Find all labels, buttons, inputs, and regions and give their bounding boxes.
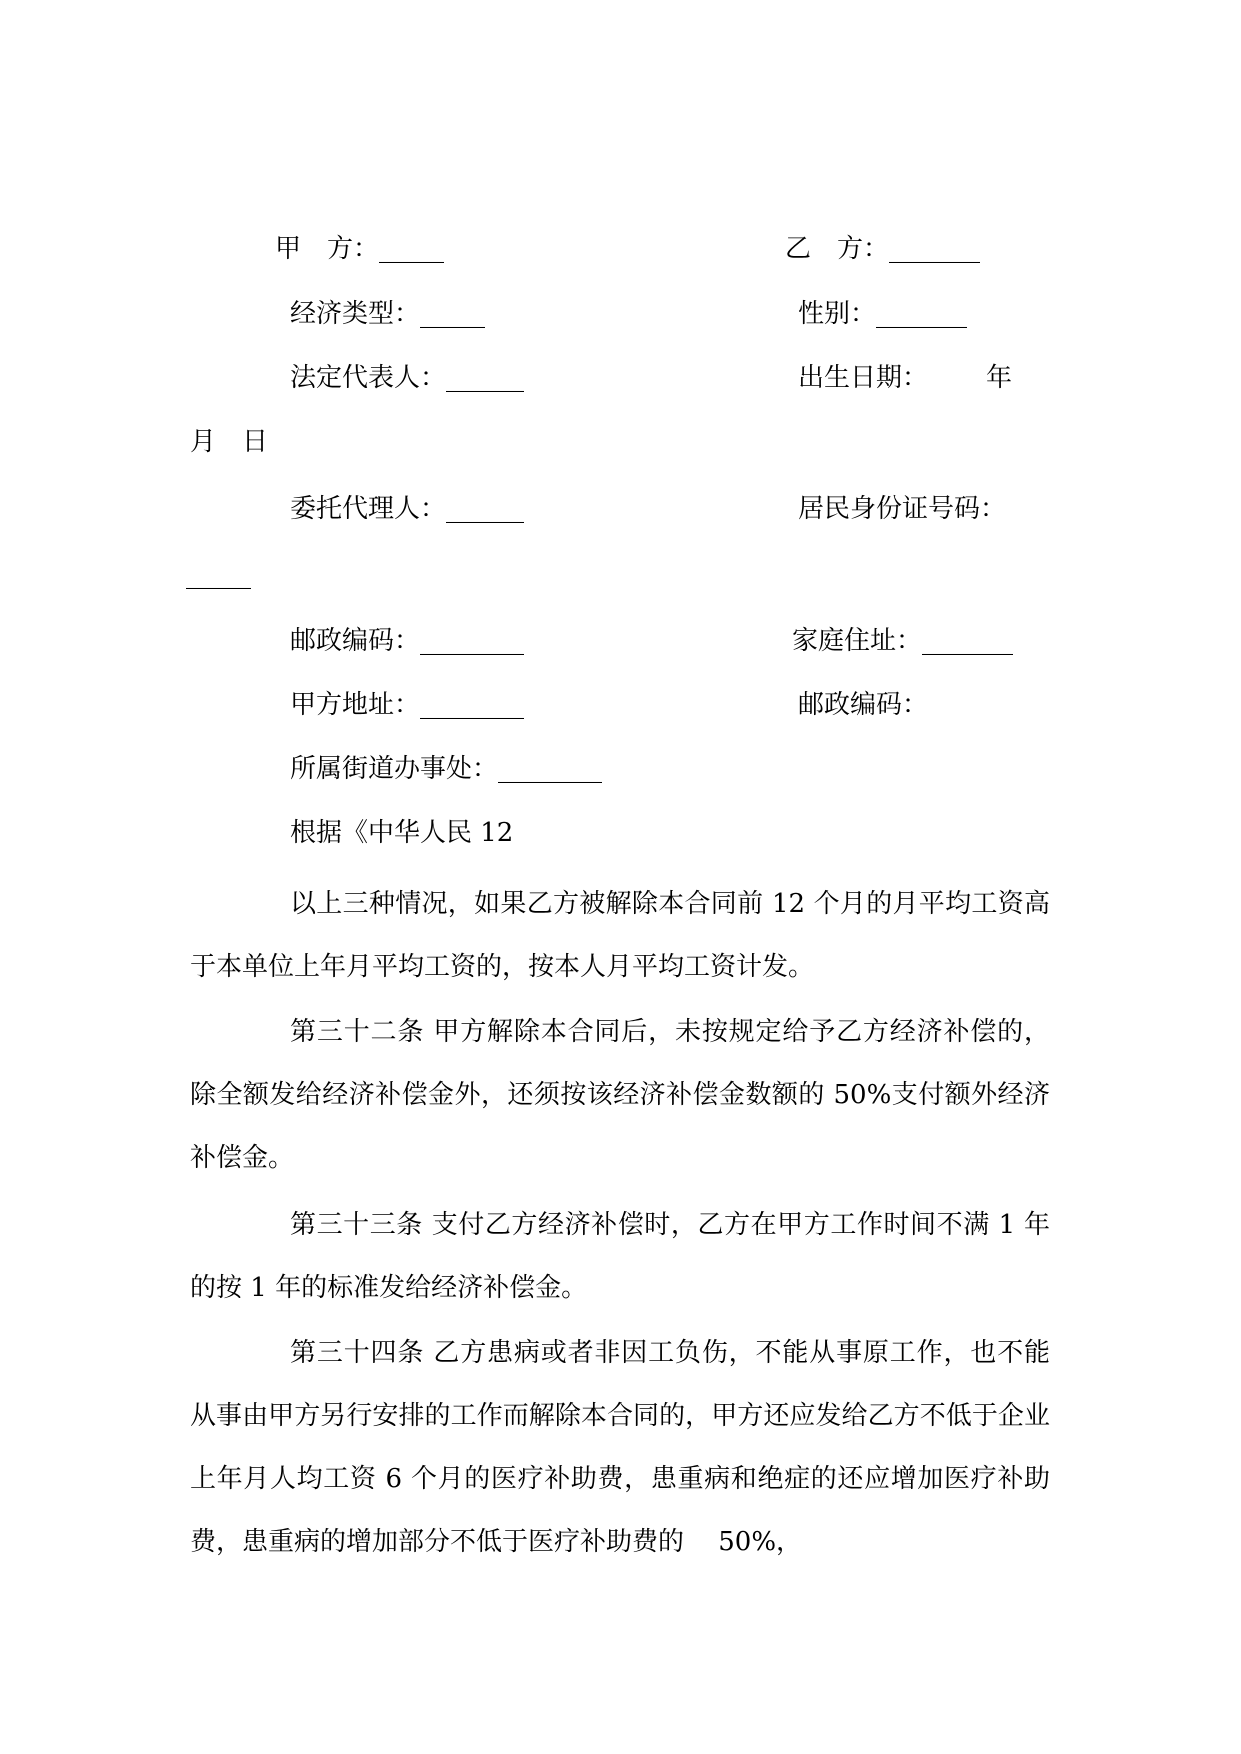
legal-representative-field: 法定代表人：______: [290, 363, 525, 393]
paragraph-article-33: 第三十三条 支付乙方经济补偿时，乙方在甲方工作时间不满 1 年的按 1 年的标准发给经济补偿金。: [190, 1210, 1050, 1303]
birth-month-day-label: 月 日: [190, 427, 269, 457]
paragraph-article-32: 第三十二条 甲方解除本合同后，未按规定给予乙方经济补偿的，除全额发给经济补偿金外，还须按该经济补偿金数额的 50%支付额外经济补偿金。: [190, 1017, 1050, 1173]
birth-date-label: 出生日期：: [798, 363, 929, 393]
party-a-field: 甲 方：_____: [275, 234, 445, 264]
party-b-field: 乙 方：_______: [785, 234, 981, 264]
paragraph-article-34: 第三十四条 乙方患病或者非因工负伤，不能从事原工作，也不能从事由甲方另行安排的工作而解除本合同的，甲方还应发给乙方不低于企业上年月人均工资 6 个月的医疗补助费，患重病和绝症的还应增加医疗补助费，患重病的增加部分不低于医疗补助费的 50%，: [190, 1338, 1050, 1557]
party-a-address-field: 甲方地址：________: [290, 690, 525, 720]
home-address-field: 家庭住址：_______: [792, 626, 1014, 656]
basis-line: 根据《中华人民 12: [290, 818, 514, 848]
economic-type-field: 经济类型：_____: [290, 299, 486, 329]
postcode-b-field: 邮政编码：: [798, 690, 929, 720]
street-office-field: 所属街道办事处：________: [290, 754, 603, 784]
agent-field: 委托代理人：______: [290, 494, 525, 524]
id-number-label: 居民身份证号码：: [798, 494, 1007, 524]
paragraph-wage-basis: 以上三种情况，如果乙方被解除本合同前 12 个月的月平均工资高于本单位上年月平均工资的，按本人月平均工资计发。: [190, 889, 1050, 982]
gender-field: 性别：_______: [798, 299, 968, 329]
id-number-blank: _____: [186, 560, 251, 590]
postcode-a-field: 邮政编码：________: [290, 626, 525, 656]
birth-year-label: 年: [986, 363, 1013, 393]
